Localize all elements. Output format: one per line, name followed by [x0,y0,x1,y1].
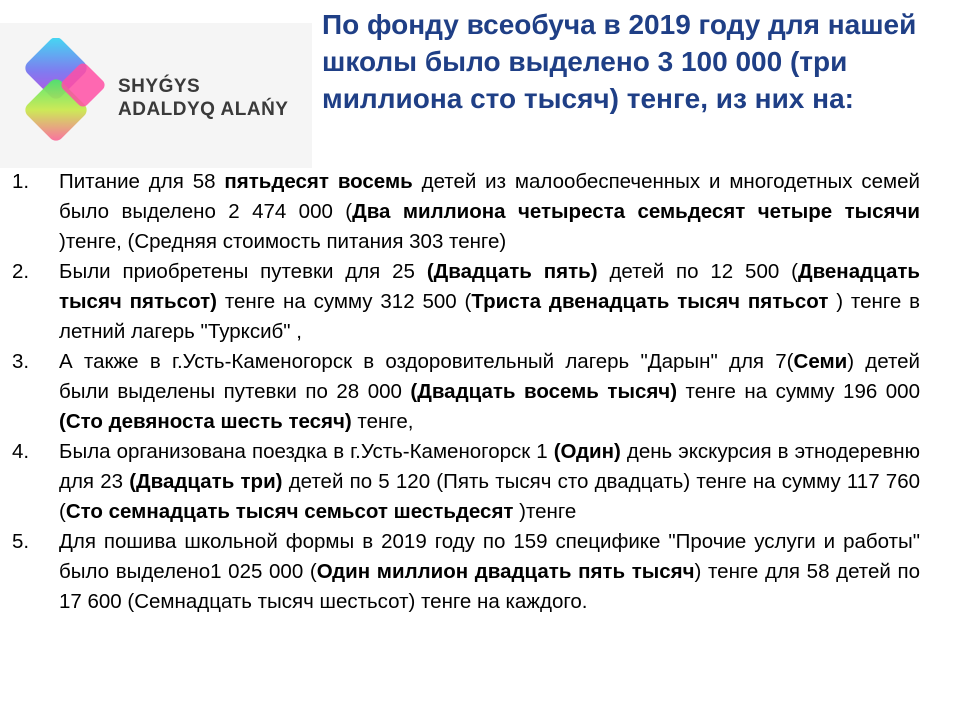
list-item-text [59,167,920,257]
bold-amount-text: (Двадцать пять) [426,260,598,283]
text-fragment: детей по 5 120 (Пять тысяч сто двадцать) тенге на сумму 117 760 ( [59,470,921,523]
bold-amount-text: Двенадцать тысяч пятьсот) [59,260,920,313]
text-fragment: ) тенге в летний лагерь "Турксиб" , [59,290,920,343]
list-item-number: 4. [12,440,30,463]
text-fragment: )тенге, (Средняя стоимость питания 303 тенге) [59,230,507,253]
logo-line-2: ADALDYQ ALAŃY [118,99,289,120]
bold-amount-text: (Сто девяноста шесть тесяч) [59,410,352,433]
bold-amount-text: Сто семнадцать тысяч семьсот шестьдесят [65,500,514,523]
text-fragment: Были приобретены путевки для 25 [59,260,427,283]
logo [0,23,312,168]
list-item-text [59,527,920,617]
text-fragment: )тенге [513,500,577,523]
list-item [0,437,920,527]
list-item-text [59,347,920,437]
list-item [0,257,920,347]
bold-amount-text: Триста двенадцать тысяч пятьсот [471,290,829,313]
list-item-number: 1. [12,170,30,193]
text-fragment: ) детей были выделены путевки по 28 000 [59,350,920,403]
text-fragment: тенге, [351,410,414,433]
logo-icon [10,38,120,153]
text-fragment: Была организована поездка в г.Усть-Каменогорск 1 [59,440,554,463]
funding-list [0,167,920,617]
bold-amount-text: Один миллион двадцать пять тысяч [316,560,695,583]
text-fragment: день экскурсия в этнодеревню для 23 [59,440,920,493]
text-fragment: ) тенге для 58 детей по 17 600 (Семнадцать тысяч шестьсот) тенге на каждого. [59,560,920,613]
text-fragment: Питание для 58 [59,170,225,193]
bold-amount-text: Семи [793,350,848,373]
text-fragment: детей по 12 500 ( [597,260,798,283]
text-fragment: тенге на сумму 312 500 ( [216,290,472,313]
text-fragment: Для пошива школьной формы в 2019 году по 159 специфике "Прочие услуги и работы" было выделено1 025 000 ( [59,530,920,583]
text-fragment: тенге на сумму 196 000 [677,380,920,403]
logo-line-1: SHYǴYS [118,76,201,97]
list-item-text [59,437,920,527]
list-item-number: 5. [12,530,30,553]
bold-amount-text: (Двадцать три) [129,470,283,493]
bold-amount-text: пятьдесят восемь [224,170,413,193]
bold-amount-text: (Один) [553,440,621,463]
text-fragment: А также в г.Усть-Каменогорск в оздоровительный лагерь "Дарын" для 7( [59,350,794,373]
bold-amount-text: (Двадцать восемь тысяч) [410,380,678,403]
list-item [0,167,920,257]
list-item-number: 3. [12,350,30,373]
list-item [0,347,920,437]
list-item-text [59,257,920,347]
list-item-number: 2. [12,260,30,283]
page-title: По фонду всеобуча в 2019 году для нашей школы было выделено 3 100 000 (три миллиона сто тысяч) тенге, из них на: [322,9,917,114]
bold-amount-text: Два миллиона четыреста семьдесят четыре тысячи [352,200,921,223]
text-fragment: детей из малообеспеченных и многодетных семей было выделено 2 474 000 ( [59,170,920,223]
list-item [0,527,920,617]
